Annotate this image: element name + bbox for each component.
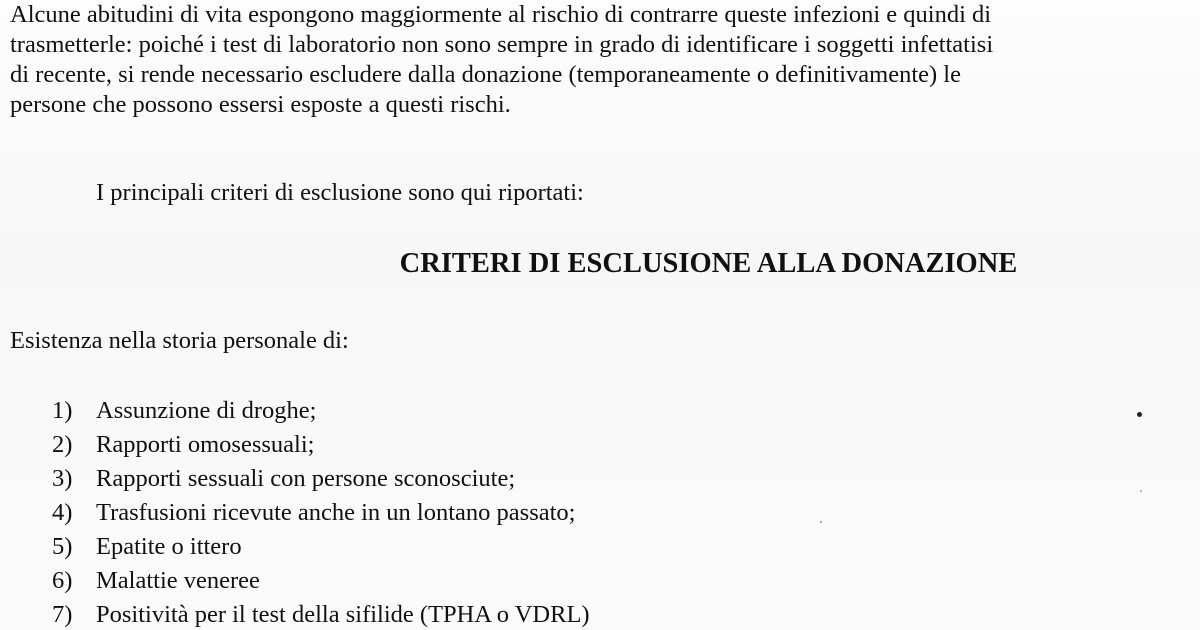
list-item-text: Malattie veneree xyxy=(96,567,260,594)
list-item xyxy=(52,428,590,462)
scan-speck xyxy=(1137,412,1142,417)
intro-paragraph-line: di recente, si rende necessario escludere dalla donazione (temporaneamente o definitivamente) le xyxy=(10,61,961,88)
list-item-text: Trasfusioni ricevute anche in un lontano passato; xyxy=(96,499,576,526)
list-item xyxy=(52,598,590,630)
list-item-text: Rapporti sessuali con persone sconosciute; xyxy=(96,465,516,492)
list-item-text: Assunzione di droghe; xyxy=(96,397,317,424)
list-item-number: 5) xyxy=(52,533,73,560)
intro-paragraph-line: trasmetterle: poiché i test di laboratorio non sono sempre in grado di identificare i soggetti infettatisi xyxy=(10,31,994,58)
list-item-number: 1) xyxy=(52,397,73,424)
list-item-number: 2) xyxy=(52,431,73,458)
intro-paragraph-line: Alcune abitudini di vita espongono maggiormente al rischio di contrarre queste infezioni e quindi di xyxy=(10,1,992,28)
list-item xyxy=(52,462,590,496)
list-item-number: 7) xyxy=(52,601,73,628)
intro-paragraph-line: persone che possono essersi esposte a questi rischi. xyxy=(10,91,511,118)
list-item xyxy=(52,530,590,564)
scan-speck xyxy=(1140,490,1142,492)
list-item-number: 4) xyxy=(52,499,73,526)
list-item xyxy=(52,564,590,598)
list-item-number: 3) xyxy=(52,465,73,492)
list-item xyxy=(52,394,590,428)
section-heading: CRITERI DI ESCLUSIONE ALLA DONAZIONE xyxy=(399,248,1018,279)
list-item-text: Epatite o ittero xyxy=(96,533,242,560)
list-item xyxy=(52,496,590,530)
intro-paragraph xyxy=(10,0,1195,120)
list-item-text: Positività per il test della sifilide (TPHA o VDRL) xyxy=(96,601,590,628)
scan-speck xyxy=(820,521,822,523)
list-item-number: 6) xyxy=(52,567,73,594)
criteria-intro: I principali criteri di esclusione sono qui riportati: xyxy=(96,179,584,206)
list-item-text: Rapporti omosessuali; xyxy=(96,431,315,458)
exclusion-criteria-list xyxy=(52,394,590,630)
history-intro: Esistenza nella storia personale di: xyxy=(10,327,349,354)
